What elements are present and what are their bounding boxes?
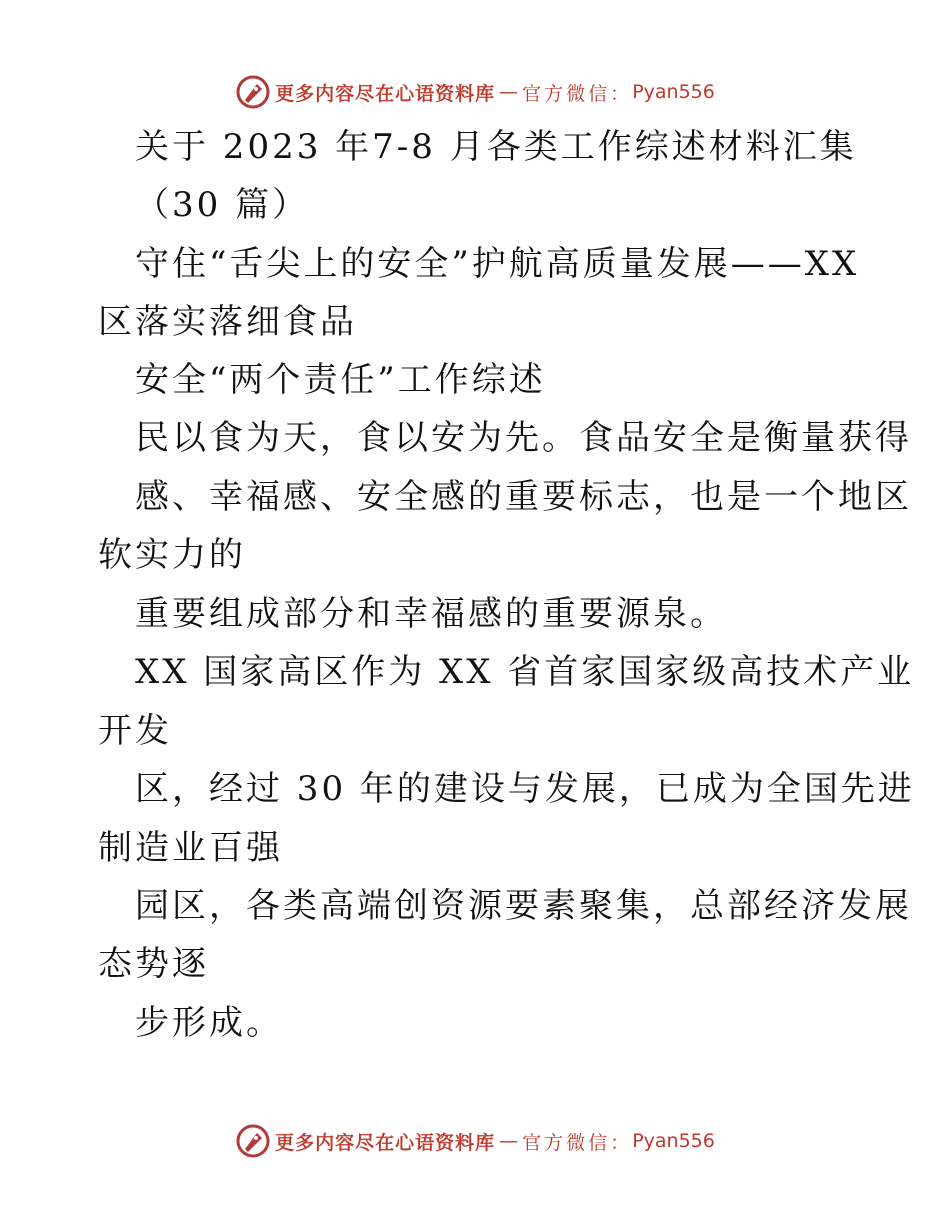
article-heading-line-3: 安全“两个责任”工作综述 <box>135 360 546 400</box>
article-heading-line-1: 守住“舌尖上的安全”护航高质量发展——XX <box>135 244 860 284</box>
article-heading-line-2: 区落实落细食品 <box>98 302 357 342</box>
banner-wechat-label: 官方微信： <box>522 1131 633 1154</box>
body-paragraph-line: 步形成。 <box>135 1003 283 1043</box>
header-watermark-banner <box>0 72 950 112</box>
body-paragraph-line: 感、幸福感、安全感的重要标志，也是一个地区 <box>135 477 912 517</box>
document-title-line-1: 关于 2023 年7-8 月各类工作综述材料汇集 <box>135 127 857 167</box>
document-title-line-2: （30 篇） <box>135 185 310 225</box>
banner-wechat-id: Pyan556 <box>632 1130 715 1152</box>
footer-watermark-banner <box>0 1121 950 1161</box>
banner-wechat-label: 官方微信： <box>522 82 633 105</box>
body-paragraph-line: 重要组成部分和幸福感的重要源泉。 <box>135 594 727 634</box>
banner-brand-text: 更多内容尽在心语资料库 <box>275 82 496 105</box>
body-paragraph-line: 区，经过 30 年的建设与发展，已成为全国先进 <box>135 769 915 809</box>
banner-separator: — <box>499 1130 519 1152</box>
body-paragraph-line: 态势逐 <box>98 944 209 984</box>
pen-nib-logo-icon <box>235 1123 271 1159</box>
banner-wechat-id: Pyan556 <box>632 81 715 103</box>
body-paragraph-line: 软实力的 <box>98 535 246 575</box>
body-paragraph-line: 民以食为天，食以安为先。食品安全是衡量获得 <box>135 418 912 458</box>
body-paragraph-line: XX 国家高区作为 XX 省首家国家级高技术产业 <box>135 652 915 692</box>
pen-nib-logo-icon <box>235 74 271 110</box>
body-paragraph-line: 制造业百强 <box>98 828 283 868</box>
body-paragraph-line: 开发 <box>98 711 172 751</box>
body-paragraph-line: 园区，各类高端创资源要素聚集，总部经济发展 <box>135 886 912 926</box>
banner-brand-text: 更多内容尽在心语资料库 <box>275 1131 496 1154</box>
banner-separator: — <box>499 81 519 103</box>
